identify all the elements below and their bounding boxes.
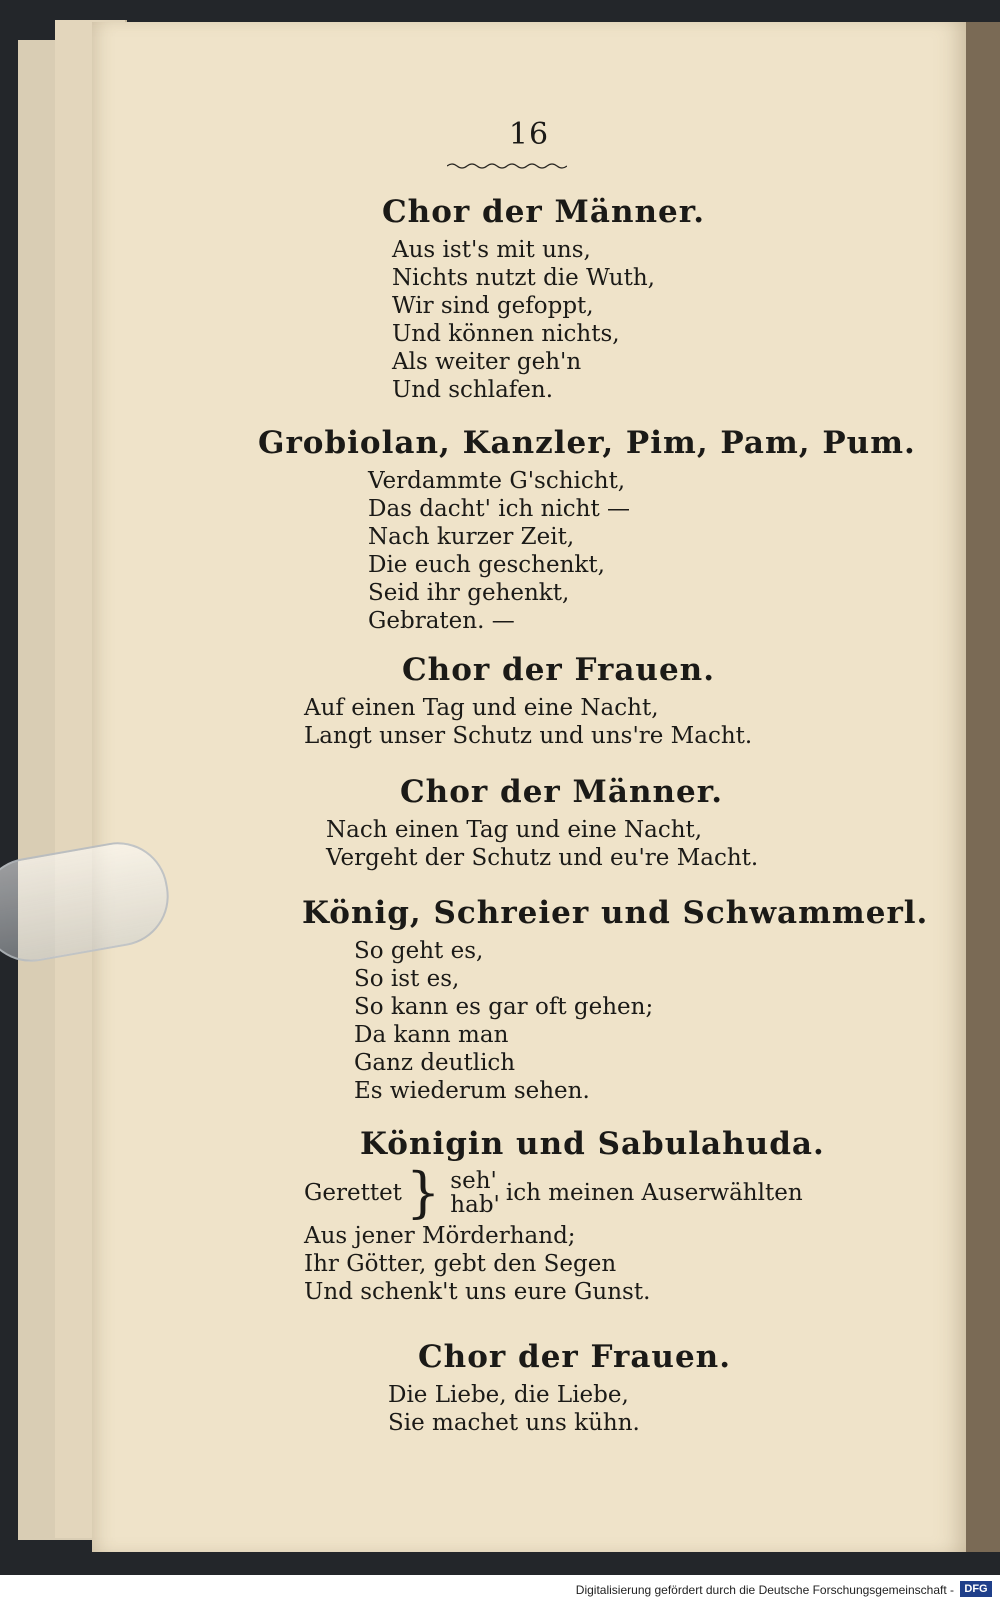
verse bbox=[92, 467, 966, 635]
verse-line: So geht es, bbox=[354, 938, 484, 964]
verse-line: Die euch geschenkt, bbox=[368, 552, 605, 578]
dfg-logo: DFG bbox=[960, 1581, 992, 1597]
verse-line: Nichts nutzt die Wuth, bbox=[392, 265, 655, 291]
section-koenig-schreier bbox=[92, 895, 966, 1105]
verse-line: Vergeht der Schutz und eu're Macht. bbox=[326, 845, 759, 871]
verse-line: Und schenk't uns eure Gunst. bbox=[304, 1279, 651, 1305]
verse-line: Seid ihr gehenkt, bbox=[368, 580, 570, 606]
verse bbox=[92, 1381, 966, 1437]
verse-line: Gebraten. — bbox=[368, 608, 515, 634]
section-chor-frauen-1 bbox=[92, 652, 966, 750]
verse-line: Und können nichts, bbox=[392, 321, 620, 347]
verse-line: So kann es gar oft gehen; bbox=[354, 994, 654, 1020]
verse-line: Sie machet uns kühn. bbox=[388, 1410, 640, 1436]
brace-options bbox=[450, 1169, 500, 1217]
page-content bbox=[92, 22, 966, 1552]
section-heading: Grobiolan, Kanzler, Pim, Pam, Pum. bbox=[258, 425, 916, 461]
verse-line: Nach einen Tag und eine Nacht, bbox=[326, 817, 703, 843]
verse-line: Auf einen Tag und eine Nacht, bbox=[304, 695, 659, 721]
verse-line: Es wiederum sehen. bbox=[354, 1078, 590, 1104]
section-heading: Chor der Frauen. bbox=[418, 1339, 732, 1375]
verse bbox=[92, 694, 966, 750]
verse-line: Nach kurzer Zeit, bbox=[368, 524, 575, 550]
section-koenigin-sabulahuda bbox=[92, 1126, 966, 1306]
verse-line: Und schlafen. bbox=[392, 377, 554, 403]
section-chor-frauen-2 bbox=[92, 1339, 966, 1437]
page-number: 16 bbox=[508, 117, 550, 152]
brace-option-bottom: hab' bbox=[450, 1192, 500, 1218]
section-heading: Chor der Männer. bbox=[382, 194, 706, 230]
verse-line: Als weiter geh'n bbox=[392, 349, 582, 375]
verse-line: Die Liebe, die Liebe, bbox=[388, 1382, 629, 1408]
brace-option-top: seh' bbox=[450, 1168, 497, 1194]
verse-line: Aus jener Mörderhand; bbox=[304, 1223, 576, 1249]
section-chor-maenner-1 bbox=[92, 194, 966, 404]
verse bbox=[92, 816, 966, 872]
section-heading: Chor der Männer. bbox=[400, 774, 724, 810]
verse-line: Aus ist's mit uns, bbox=[392, 237, 591, 263]
verse-line: Das dacht' ich nicht — bbox=[368, 496, 631, 522]
brace-after: ich meinen Auserwählten bbox=[505, 1180, 803, 1206]
verse-line: Ganz deutlich bbox=[354, 1050, 516, 1076]
verse-line: Verdammte G'schicht, bbox=[368, 468, 626, 494]
section-heading: Königin und Sabulahuda. bbox=[360, 1126, 825, 1162]
footer-credit: Digitalisierung gefördert durch die Deutsche Forschungsgemeinschaft - bbox=[575, 1583, 954, 1597]
verse-line: Wir sind gefoppt, bbox=[392, 293, 594, 319]
brace-before: Gerettet bbox=[304, 1180, 402, 1206]
brace-line bbox=[92, 1161, 966, 1224]
binding-shadow bbox=[966, 22, 1000, 1552]
digitization-footer bbox=[0, 1575, 1000, 1605]
verse bbox=[92, 1222, 966, 1306]
verse bbox=[92, 236, 966, 404]
section-heading: Chor der Frauen. bbox=[402, 652, 716, 688]
verse-line: Langt unser Schutz und uns're Macht. bbox=[304, 723, 753, 749]
verse bbox=[92, 937, 966, 1105]
brace-glyph: } bbox=[405, 1161, 441, 1224]
section-heading: König, Schreier und Schwammerl. bbox=[302, 895, 929, 931]
verse-line: So ist es, bbox=[354, 966, 460, 992]
verse-line: Da kann man bbox=[354, 1022, 509, 1048]
section-grobiolan bbox=[92, 425, 966, 635]
section-chor-maenner-2 bbox=[92, 774, 966, 872]
ornamental-rule bbox=[447, 162, 567, 170]
verse-line: Ihr Götter, gebt den Segen bbox=[304, 1251, 617, 1277]
